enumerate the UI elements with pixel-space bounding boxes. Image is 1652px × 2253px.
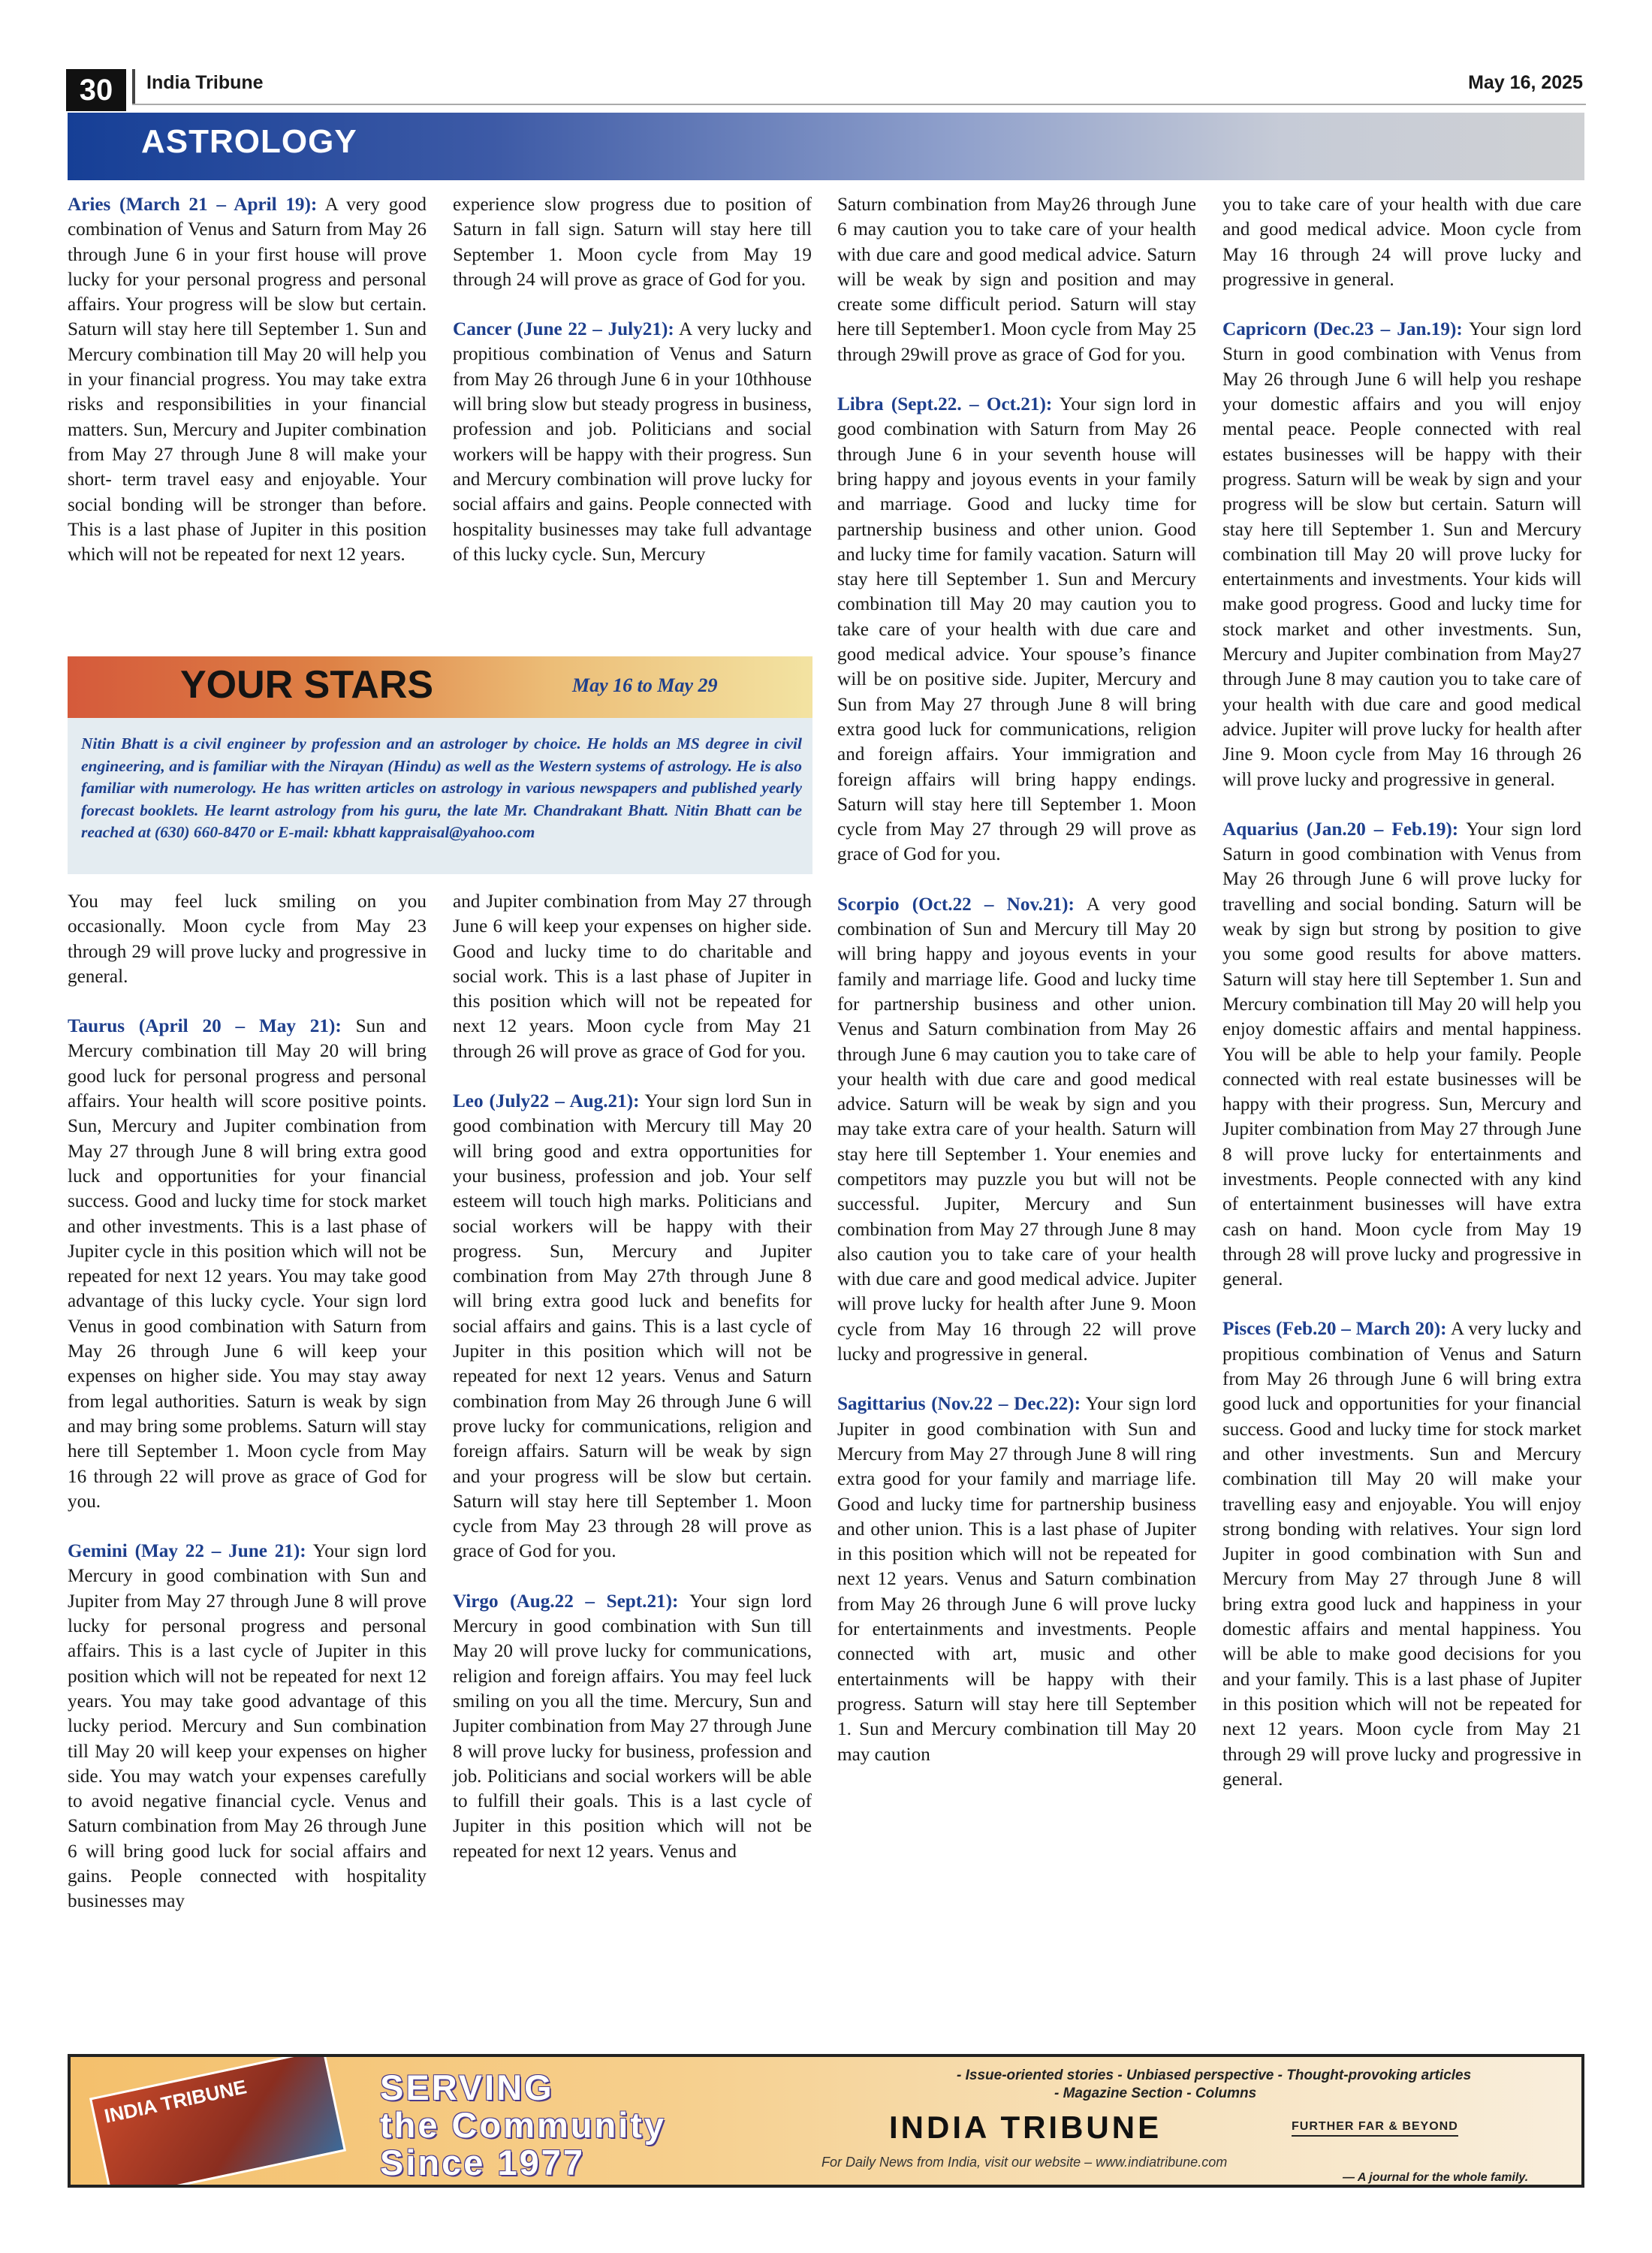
sign-heading-sagittarius: Sagittarius (Nov.22 – Dec.22): — [837, 1394, 1081, 1415]
aquarius-entry — [1222, 817, 1581, 1292]
page-number: 30 — [66, 69, 126, 111]
sign-heading-gemini: Gemini (May 22 – June 21): — [68, 1541, 306, 1562]
column-2-bottom — [453, 889, 812, 1864]
pisces-entry — [1222, 1317, 1581, 1792]
cancer-text: A very lucky and propitious combination of Venus and Saturn from May 26 through June 6 in your 10thhouse will bring slow but steady progress in business, profession and job. Politicians and social workers will be happy with their progress. Sun and Mercury combination will prove lucky for social affairs and gains. People connected with hospitality businesses may take full advantage of this lucky cycle. Sun, Mercury — [453, 319, 812, 565]
column-1-bottom — [68, 889, 427, 1914]
virgo-text: Your sign lord Mercury in good combination with Sun till May 20 will prove lucky for communications, religion and foreign affairs. You may feel luck smiling on you all the time. Mercury, Sun and Jupiter combination from May 27 through June 8 will prove lucky for business, profession and job. Politicians and social workers will be able to fulfill their goals. This is a last cycle of Jupiter in this position which will not be repeated for next 12 years. Venus and — [453, 1591, 812, 1862]
pisces-text: A very lucky and propitious combination of Venus and Saturn from May 26 through June 6 will bring extra good luck and opportunities for your financial success. Good and lucky time for stock market and other investments. Sun and Mercury combination till May 20 will make your travelling easy and enjoyable. You will enjoy strong bonding with relatives. Your sign lord Jupiter in good combination with Sun and Mercury from May 27 through June 8 will bring extra good luck and happiness in your domestic affairs and mental happiness. You will be able to make good decisions for you and your family. This is a last phase of Jupiter in this position which will not be repeated for next 12 years. Moon cycle from May 21 through 29 will prove lucky and progressive in general. — [1222, 1319, 1581, 1790]
scorpio-text: A very good combination of Sun and Mercury till May 20 will bring happy and joyous events in your family and marriage life. Good and lucky time for partnership business and other union. Venus and Saturn combination from May 26 through June 6 may caution you to take care of your health with due care and good medical advice. Saturn will be weak by sign and you may take extra care of your health. Saturn will stay here till September 1. Your enemies and competitors may puzzle you but will not be successful. Jupiter, Mercury and Sun combination from May 27 through June 8 may also caution you to take care of your health with due care and good medical advice. Jupiter will prove lucky for health after June 9. Moon cycle from May 16 through 22 will prove lucky and progressive in general. — [837, 894, 1196, 1365]
libra-entry — [837, 392, 1196, 867]
column-3 — [837, 192, 1196, 1767]
leo-entry — [453, 1089, 812, 1564]
sign-heading-aquarius: Aquarius (Jan.20 – Feb.19): — [1222, 819, 1459, 840]
virgo-entry — [453, 1589, 812, 1864]
sign-heading-pisces: Pisces (Feb.20 – March 20): — [1222, 1319, 1447, 1340]
sign-heading-capricorn: Capricorn (Dec.23 – Jan.19): — [1222, 319, 1463, 340]
ad-slogan-line-3: Since 1977 — [380, 2143, 586, 2182]
section-title: ASTROLOGY — [141, 123, 357, 160]
gemini-text: Your sign lord Mercury in good combination with Sun and Jupiter from May 27 through June 8 will prove lucky for personal progress and personal affairs. This is a last cycle of Jupiter in this position which will not be repeated for next 12 years. You may take good advantage of this lucky period. Mercury and Sun combination till May 20 will keep your expenses on higher side. You may watch your expenses carefully to avoid negative financial cycle. Venus and Saturn combination from May 26 through June 6 will bring good luck for social affairs and gains. People connected with hospitality businesses may — [68, 1541, 427, 1912]
ad-website-line: For Daily News from India, visit our website – www.indiatribune.com — [821, 2155, 1228, 2170]
taurus-text: Sun and Mercury combination till May 20 will bring good luck for personal progress and personal affairs. Your health will score positive points. Sun, Mercury and Jupiter combination from May 27 through June 8 will bring extra good luck and opportunities for your financial success. Good and lucky time for stock market and other investments. This is a last phase of Jupiter cycle in this position which will not be repeated for next 12 years. You may take good advantage of this lucky cycle. Your sign lord Venus in good combination with Saturn from May 26 through June 6 will keep your expenses on higher side. You may stay away from legal authorities. Saturn is weak by sign and may bring some problems. Saturn will stay here till September 1. Moon cycle from May 16 through 22 will prove as grace of God for you. — [68, 1016, 427, 1512]
header-divider — [132, 69, 135, 104]
gemini-continued: and Jupiter combination from May 27 through June 6 will keep your expenses on higher side. Good and lucky time to do charitable and social work. This is a last phase of Jupiter in this position which will not be repeated for next 12 years. Moon cycle from May 21 through 26 will prove as grace of God for you. — [453, 891, 812, 1062]
scorpio-entry — [837, 892, 1196, 1368]
ad-tagline-1: - Issue-oriented stories - Unbiased perspective - Thought-provoking articles — [957, 2068, 1472, 2083]
sign-heading-libra: Libra (Sept.22. – Oct.21): — [837, 394, 1053, 415]
sign-heading-cancer: Cancer (June 22 – July21): — [453, 319, 674, 340]
your-stars-header — [68, 656, 812, 718]
magazine-stack-image — [89, 2054, 346, 2188]
column-2-top — [453, 192, 812, 567]
libra-text: Your sign lord in good combination with Saturn from May 26 through June 6 in your seventh house will bring happy and joyous events in your family and marriage. Good and lucky time for partnership business and other union. Good and lucky time for family vacation. Saturn will stay here till September 1. Sun and Mercury combination till May 20 may caution you to take care of your health with due care and good medical advice. Your spouse’s finance will be on positive side. Jupiter, Mercury and Sun from May 27 through June 8 will bring extra good luck for communications, religion and foreign affairs. Your immigration and foreign affairs will bring happy endings. Saturn will stay here till September 1. Moon cycle from May 27 through 29 will prove as grace of God for you. — [837, 394, 1196, 865]
aries-continued: experience slow progress due to position of Saturn in fall sign. Saturn will stay here till September 1. Moon cycle from May 19 through 24 will prove as grace of God for you. — [453, 195, 812, 290]
ad-slogan-line-2: the Community — [380, 2105, 667, 2145]
issue-date: May 16, 2025 — [1468, 72, 1583, 93]
column-1-top — [68, 192, 427, 567]
your-stars-date-range: May 16 to May 29 — [572, 674, 718, 696]
sign-heading-scorpio: Scorpio (Oct.22 – Nov.21): — [837, 894, 1075, 915]
sign-heading-taurus: Taurus (April 20 – May 21): — [68, 1016, 342, 1037]
india-tribune-ad — [68, 2054, 1584, 2188]
aries-conclusion: You may feel luck smiling on you occasionally. Moon cycle from May 23 through 29 will prove lucky and progressive in general. — [68, 891, 427, 987]
ad-slogan — [380, 2069, 666, 2182]
ad-tagline-2: - Magazine Section - Columns — [1054, 2086, 1257, 2101]
column-4 — [1222, 192, 1581, 1792]
astrologer-bio: Nitin Bhatt is a civil engineer by profession and an astrologer by choice. He holds an MS degree in civil engineering, and is familiar with the Nirayan (Hindu) as well as the Western systems of astrology. He is also familiar with numerology. He has written articles on astrology in various newspapers and published yearly forecast booklets. He learnt astrology from his guru, the late Mr. Chandrakant Bhatt. Nitin Bhatt can be reached at (630) 660-8470 or E-mail: kbhatt kappraisal@yahoo.com — [81, 734, 802, 841]
your-stars-title: YOUR STARS — [180, 663, 434, 707]
sign-heading-leo: Leo (July22 – Aug.21): — [453, 1091, 640, 1112]
aquarius-text: Your sign lord Saturn in good combination with Venus from May 26 through June 6 will prove lucky for travelling and social bonding. Saturn will be weak by sign but strong by position to give you some good results for above matters. Saturn will stay here till September 1. Sun and Mercury combination till May 20 will help you enjoy domestic affairs and mental happiness. You will be able to help your family. People connected with real estate businesses will be happy with their progress. Sun, Mercury and Jupiter combination from May 27 through June 8 will prove lucky for entertainments and investments. People connected with any kind of entertainment businesses will have extra cash on hand. Moon cycle from May 19 through 28 will prove lucky and progressive in general. — [1222, 819, 1581, 1290]
sagittarius-continued: you to take care of your health with due care and good medical advice. Moon cycle from May 16 through 24 will prove lucky and progressive in general. — [1222, 195, 1581, 290]
leo-text: Your sign lord Sun in good combination with Mercury till May 20 will bring good and extra opportunities for your business, profession and job. Your self esteem will touch high marks. Politicians and social workers will be happy with their progress. Sun, Mercury and Jupiter combination from May 27th through June 8 will bring extra good luck and benefits for social affairs and gains. This is a last cycle of Jupiter in this position which will not be repeated for next 12 years. Venus and Saturn combination from May 26 through June 6 will prove lucky for communications, religion and foreign affairs. Saturn will be weak by sign and your progress will be slow but certain. Saturn will stay here till September 1. Moon cycle from May 23 through 28 will prove as grace of God for you. — [453, 1091, 812, 1562]
india-tribune-logo: INDIA TRIBUNE — [889, 2110, 1162, 2145]
header-rule — [132, 104, 1586, 105]
ad-journal-line: — A journal for the whole family. — [1343, 2171, 1529, 2184]
capricorn-text: Your sign lord Sturn in good combination with Venus from May 26 through June 6 will help you reshape your domestic affairs and you will enjoy mental peace. People connected with real estates businesses will be happy with their progress. Saturn will be weak by sign and your progress will be slow but certain. Saturn will stay here till September 1. Sun and Mercury combination till May 20 will prove lucky for entertainments and investments. Your kids will make good progress. Good and lucky time for stock market and other investments. Sun, Mercury and Jupiter combination from May27 through June 8 may caution you to take care of your health with due care and good medical advice. Jupiter will prove lucky for health after Jine 9. Moon cycle from May 16 through 26 will prove lucky and progressive in general. — [1222, 319, 1581, 790]
sagittarius-text: Your sign lord Jupiter in good combination with Sun and Mercury from May 27 through June 8 will ring extra good for your family and marriage life. Good and lucky time for partnership business and other union. This is a last phase of Jupiter in this position which will not be repeated for next 12 years. Venus and Saturn combination from May 26 through June 6 will prove lucky for entertainments and investments. People connected with art, music and other entertainments will be happy with their progress. Saturn will stay here till September 1. Sun and Mercury combination till May 20 may caution — [837, 1394, 1196, 1765]
virgo-continued: Saturn combination from May26 through June 6 may caution you to take care of your health with due care and good medical advice. Saturn will be weak by sign and position and may create some difficult period. Saturn will stay here till September1. Moon cycle from May 25 through 29will prove as grace of God for you. — [837, 195, 1196, 365]
section-banner — [68, 113, 1584, 180]
magazine-label: INDIA TRIBUNE — [102, 2075, 249, 2128]
ad-motto: FURTHER FAR & BEYOND — [1292, 2120, 1458, 2137]
ad-slogan-line-1: SERVING — [380, 2068, 554, 2107]
your-stars-box — [68, 656, 812, 874]
capricorn-entry — [1222, 317, 1581, 792]
sign-heading-virgo: Virgo (Aug.22 – Sept.21): — [453, 1591, 679, 1612]
taurus-entry — [68, 1014, 427, 1514]
aries-text: A very good combination of Venus and Saturn from May 26 through June 6 in your first house will prove lucky for your personal progress and personal affairs. Your progress will be slow but certain. Saturn will stay here till September 1. Sun and Mercury combination till May 20 will help you in your financial progress. You may take extra risks and responsibilities in your financial matters. Sun, Mercury and Jupiter combination from May 27 through June 8 will make your short- term travel easy and enjoyable. Your social bonding will be stronger than before. This is a last phase of Jupiter in this position which will not be repeated for next 12 years. — [68, 195, 427, 566]
sagittarius-entry — [837, 1392, 1196, 1766]
cancer-entry — [453, 317, 812, 567]
gemini-entry — [68, 1539, 427, 1914]
sign-heading-aries: Aries (March 21 – April 19): — [68, 195, 318, 215]
aries-entry — [68, 192, 427, 567]
publication-name: India Tribune — [146, 72, 264, 93]
